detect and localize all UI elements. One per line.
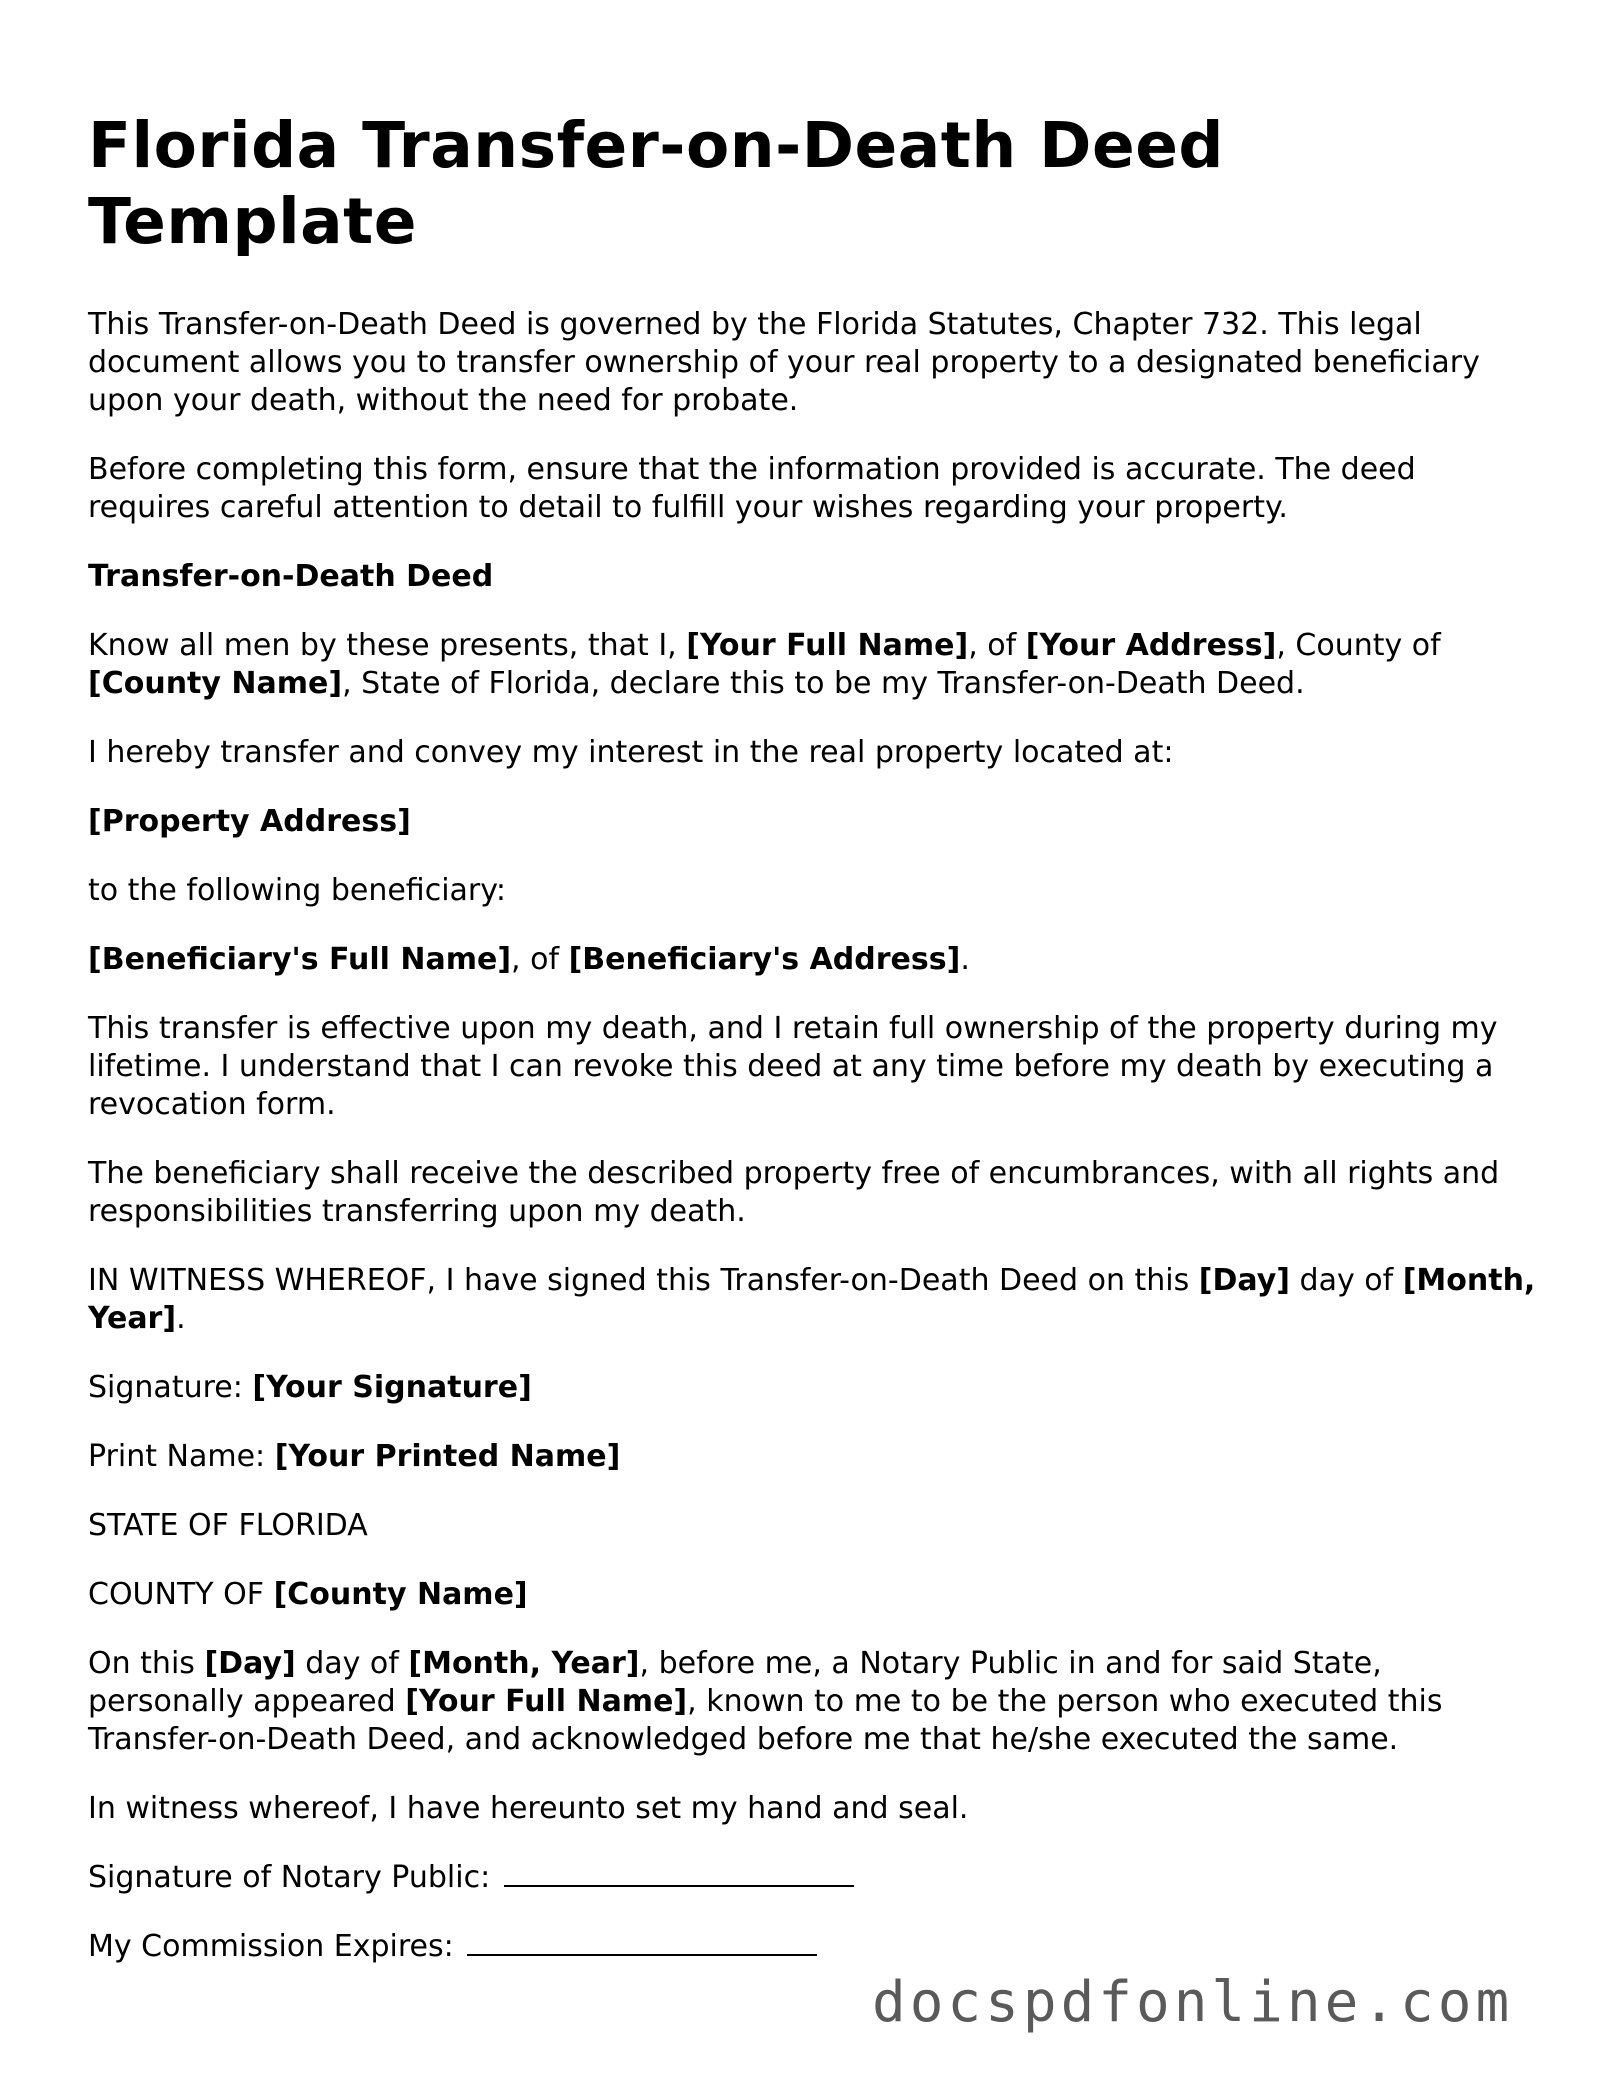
- signature-placeholder: [Your Signature]: [252, 1370, 532, 1405]
- notary-text-2: day of: [295, 1646, 409, 1681]
- commission-label: My Commission Expires:: [88, 1929, 464, 1964]
- county-line: [88, 1576, 1538, 1614]
- property-address-placeholder: [Property Address]: [88, 804, 411, 839]
- state-line: STATE OF FLORIDA: [88, 1508, 368, 1543]
- declaration-text-3: , County of: [1276, 628, 1441, 663]
- witness-text-2: day of: [1289, 1263, 1403, 1298]
- print-name-placeholder: [Your Printed Name]: [274, 1439, 621, 1474]
- notary-day-placeholder: [Day]: [204, 1646, 296, 1681]
- signature-label: Signature:: [88, 1370, 253, 1405]
- declaration-text-2: , of: [968, 628, 1026, 663]
- document-page: [88, 108, 1538, 1997]
- signature-line: [88, 1369, 1538, 1407]
- effective-paragraph: This transfer is effective upon my death, and I retain full ownership of the property during my lifetime. I understand that I can revoke this deed at any time before my death by executing a revocation form.: [88, 1011, 1498, 1122]
- month-year-placeholder: [Month, Year]: [88, 1263, 1536, 1336]
- county-placeholder: [County Name]: [88, 666, 343, 701]
- witness-paragraph: [88, 1262, 1538, 1338]
- beneficiary-address-placeholder: [Beneficiary's Address]: [568, 942, 961, 977]
- notary-month-year-placeholder: [Month, Year]: [408, 1646, 640, 1681]
- witness-text-3: .: [176, 1301, 186, 1336]
- watermark-text: docspdfonline.com: [872, 1970, 1514, 2035]
- beneficiary-intro: to the following beneficiary:: [88, 873, 506, 908]
- full-name-placeholder: [Your Full Name]: [686, 628, 969, 663]
- beneficiary-text-1: , of: [511, 942, 569, 977]
- day-placeholder: [Day]: [1198, 1263, 1290, 1298]
- notary-signature-label: Signature of Notary Public:: [88, 1860, 500, 1895]
- beneficiary-name-placeholder: [Beneficiary's Full Name]: [88, 942, 512, 977]
- notary-text-1: On this: [88, 1646, 205, 1681]
- county-label: COUNTY OF: [88, 1577, 274, 1612]
- notary-signature-blank[interactable]: [504, 1859, 854, 1887]
- commission-line: [88, 1928, 1538, 1966]
- commission-expires-blank[interactable]: [467, 1928, 817, 1956]
- address-placeholder: [Your Address]: [1025, 628, 1277, 663]
- encumbrance-paragraph: The beneficiary shall receive the described property free of encumbrances, with all rights and responsibilities transferring upon my death.: [88, 1156, 1500, 1229]
- intro-paragraph-1: This Transfer-on-Death Deed is governed by the Florida Statutes, Chapter 732. This legal document allows you to transfer ownership of your real property to a designated beneficiary upon your death, without the need for probate.: [88, 307, 1480, 418]
- intro-paragraph-2: Before completing this form, ensure that the information provided is accurate. The deed requires careful attention to detail to fulfill your wishes regarding your property.: [88, 452, 1416, 525]
- notary-text-3: , before me, a Notary Public in and for said State, personally appeared: [88, 1646, 1382, 1719]
- section-heading: Transfer-on-Death Deed: [88, 559, 494, 594]
- beneficiary-line: [88, 941, 1538, 979]
- document-title: Florida Transfer-on-Death Deed Template: [88, 109, 1225, 258]
- transfer-line: I hereby transfer and convey my interest in the real property located at:: [88, 735, 1174, 770]
- notary-text-4: , known to me to be the person who executed this Transfer-on-Death Deed, and acknowledged before me that he/she executed the same.: [88, 1684, 1443, 1757]
- declaration-text-1: Know all men by these presents, that I,: [88, 628, 687, 663]
- declaration-paragraph: [88, 627, 1538, 703]
- print-name-line: [88, 1438, 1538, 1476]
- beneficiary-text-2: .: [960, 942, 970, 977]
- print-name-label: Print Name:: [88, 1439, 275, 1474]
- witness-text-1: IN WITNESS WHEREOF, I have signed this Transfer-on-Death Deed on this: [88, 1263, 1199, 1298]
- notary-signature-line: [88, 1859, 1538, 1897]
- county-line-placeholder: [County Name]: [273, 1577, 528, 1612]
- notary-paragraph: [88, 1645, 1538, 1759]
- notary-full-name-placeholder: [Your Full Name]: [405, 1684, 688, 1719]
- hand-and-seal-line: In witness whereof, I have hereunto set my hand and seal.: [88, 1791, 969, 1826]
- declaration-text-4: , State of Florida, declare this to be my Transfer-on-Death Deed.: [342, 666, 1305, 701]
